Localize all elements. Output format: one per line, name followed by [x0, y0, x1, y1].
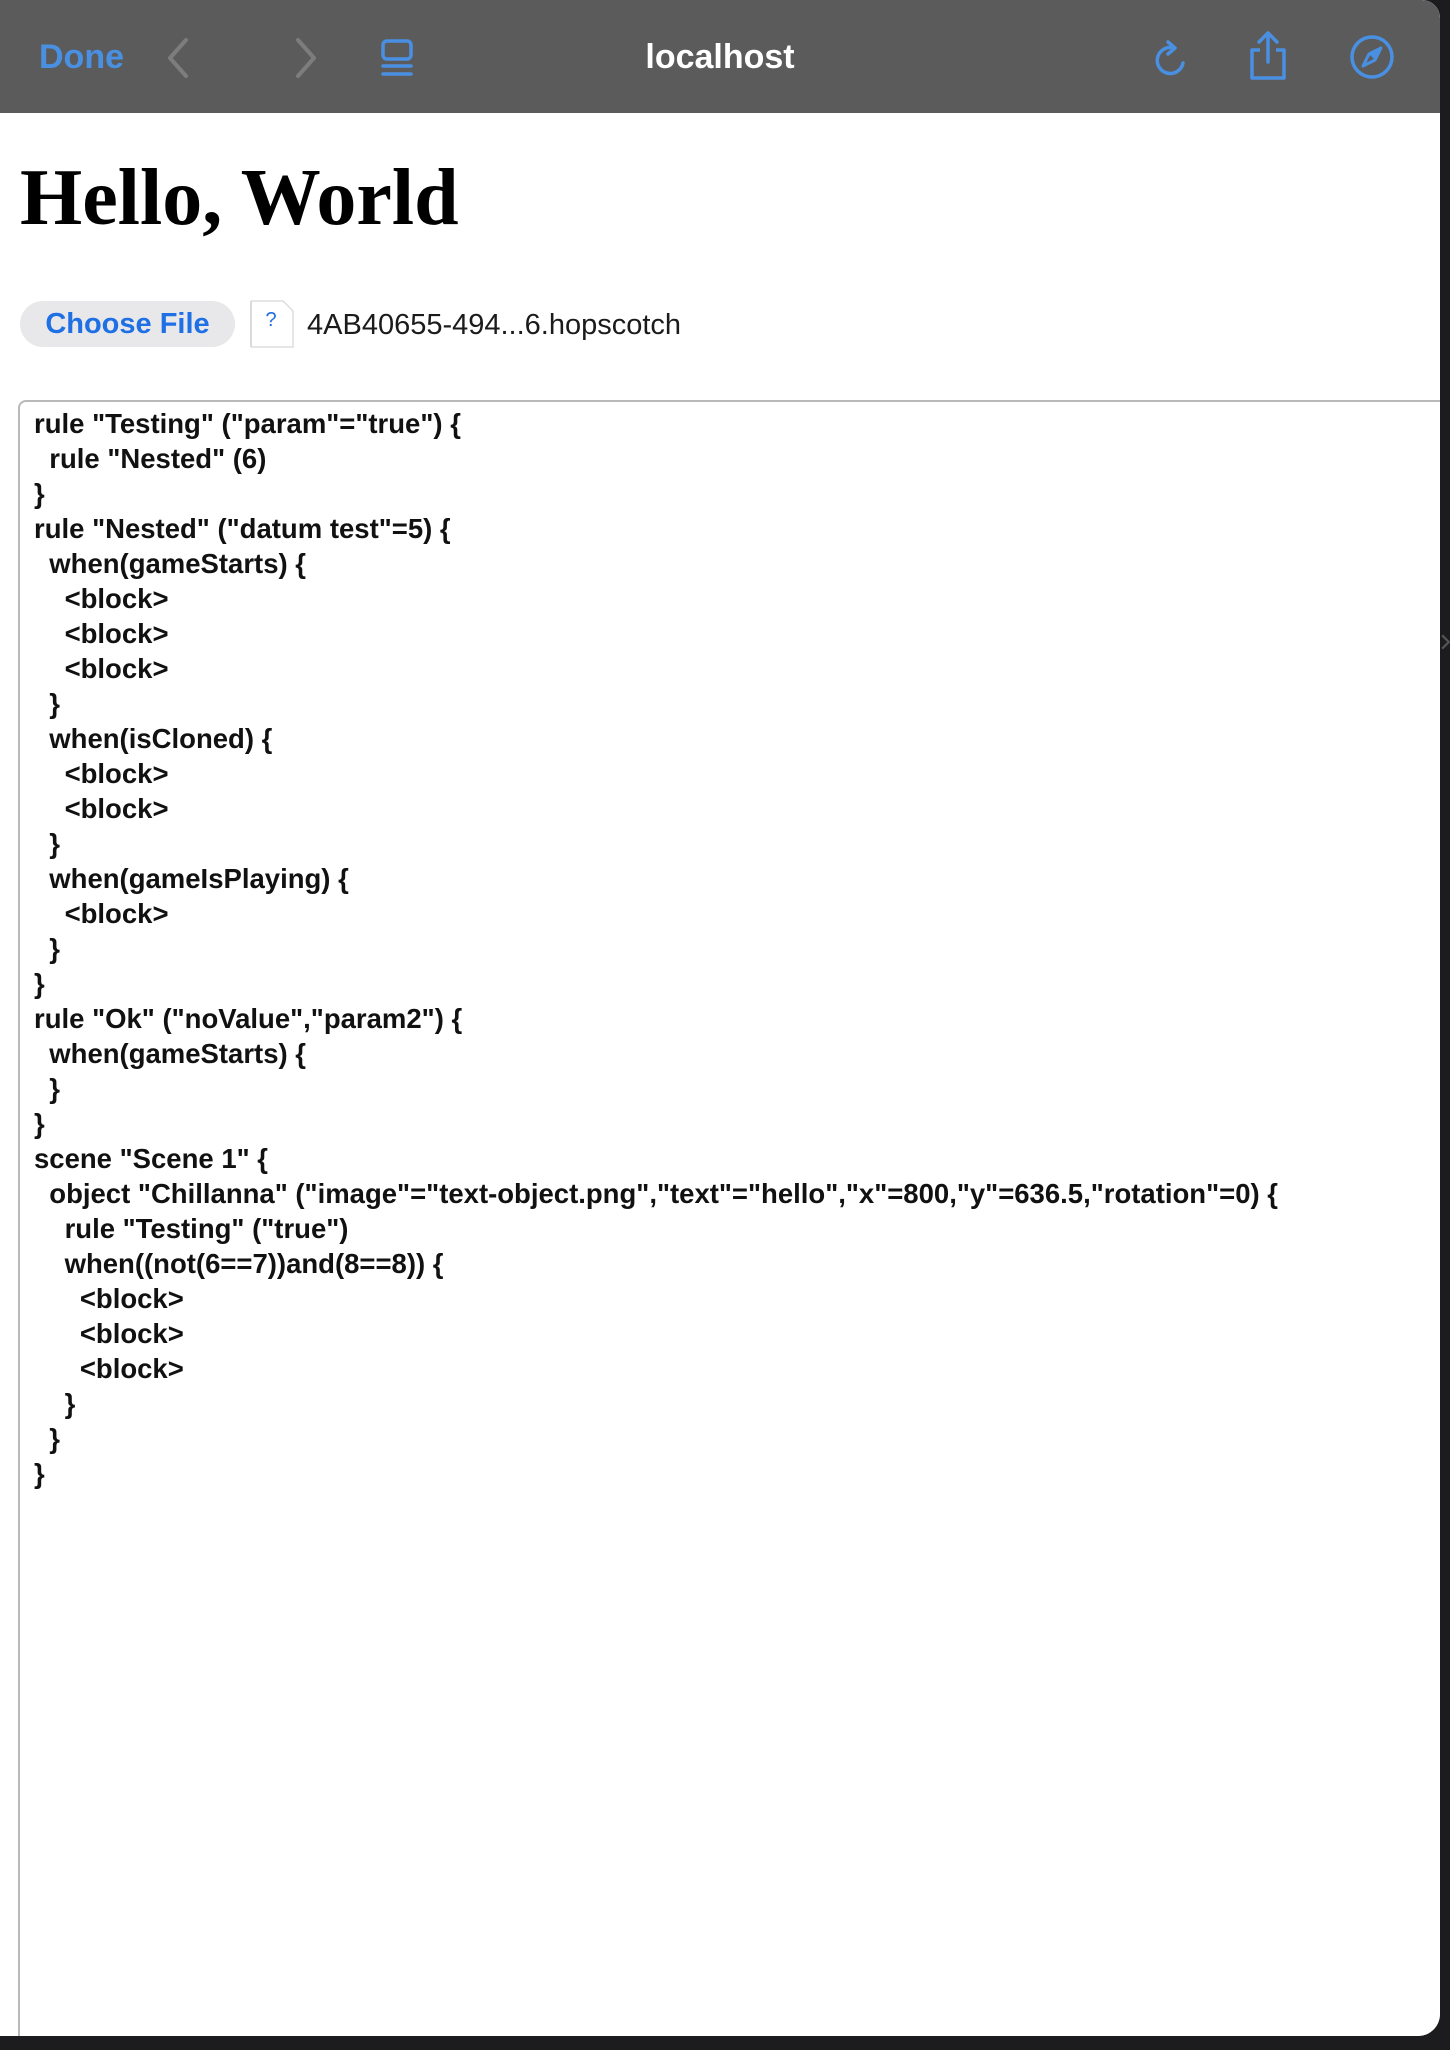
code-content[interactable]: rule "Testing" ("param"="true") { rule "Nested" (6) } rule "Nested" ("datum test"=5) { when(gameStarts) { <block> <block> <block> } when(isCloned) { <block> <block> } when(gameIsPlaying) { <block> } } rule "Ok" ("noValue","param2") { when(gameStarts) { } } scene "Scene 1" { object "Chillanna" ("image"="text-object.png","text"="hello","x"=800,"y"=636.5,"rotation"=0) { rule "Testing" ("true") when((not(6==7))and(8==8)) { <block> <block> <block> } } } — [34, 408, 1278, 1489]
browser-toolbar — [0, 0, 1440, 113]
share-icon[interactable] — [1246, 30, 1290, 82]
selected-file-name: 4AB40655-494...6.hopscotch — [307, 309, 682, 341]
file-icon — [249, 299, 295, 349]
compass-icon[interactable] — [1349, 34, 1395, 80]
sheet-edge-chevron-icon — [1441, 612, 1450, 672]
reload-icon[interactable] — [1152, 38, 1192, 80]
file-icon-glyph: ? — [265, 309, 277, 331]
done-button[interactable]: Done — [39, 38, 124, 76]
choose-file-button[interactable]: Choose File — [20, 301, 235, 347]
page-url-title: localhost — [645, 38, 795, 76]
page-heading: Hello, World — [20, 154, 459, 242]
